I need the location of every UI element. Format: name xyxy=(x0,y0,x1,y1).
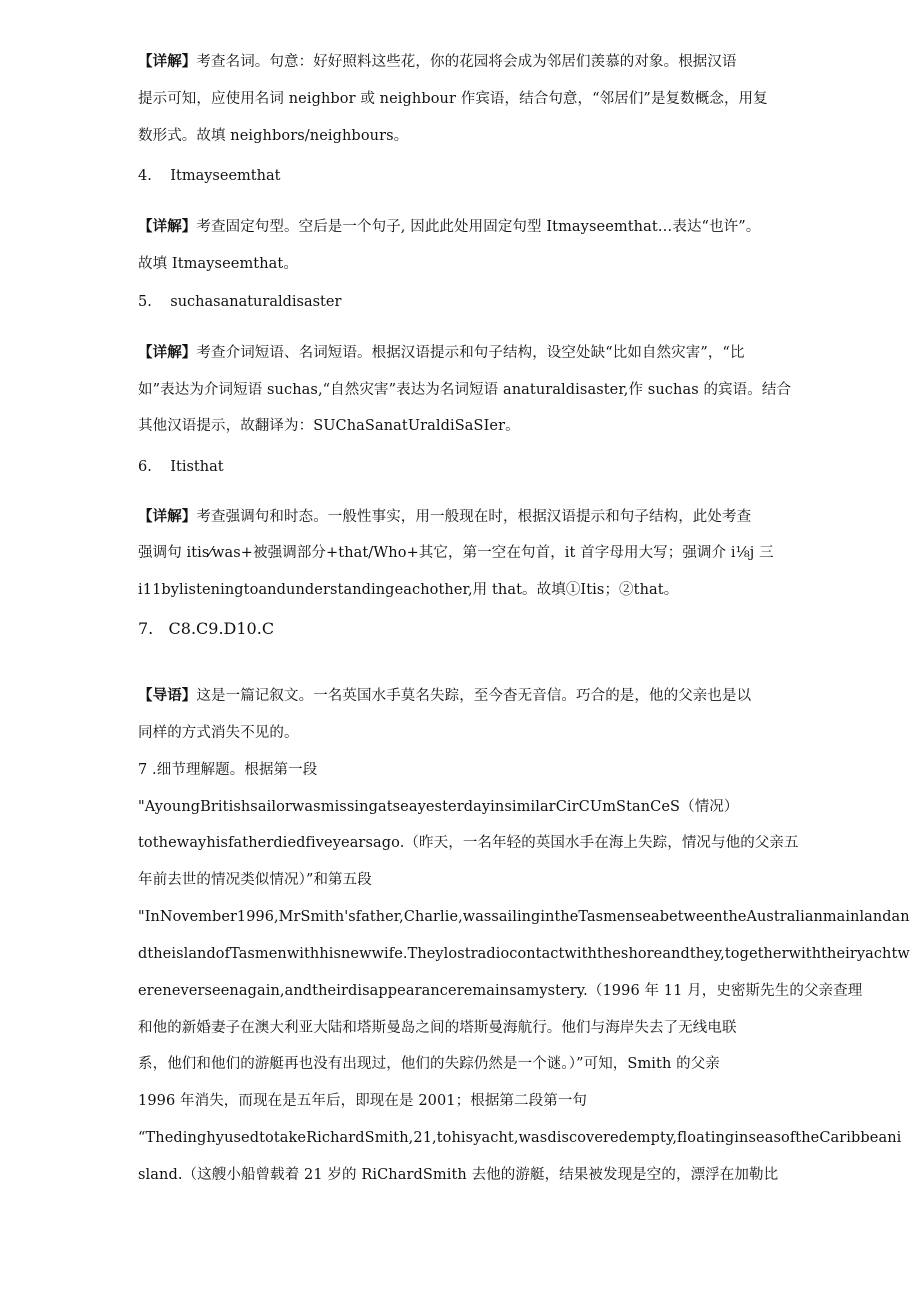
q4-answer: 4. Itmayseemthat xyxy=(138,168,281,184)
q6-answer: 6. Itisthat xyxy=(138,459,224,475)
q7-detail-line-10: 1996 年消失，而现在是五年后，即现在是 2001；根据第二段第一句 xyxy=(138,1093,588,1109)
q7-detail-line-6: dtheislandofTasmenwithhisnewwife.Theylostradiocontactwiththeshoreandthey,togetherwiththeiryachtw xyxy=(138,946,910,962)
q6-explain-line-2: 强调句 itis⁄was+被强调部分+that/Who+其它，第一空在句首，it 首字母用大写；强调介 i⅛j 三 xyxy=(138,545,774,561)
q7-detail-line-12: sland.（这艘小船曾载着 21 岁的 RiChardSmith 去他的游艇，结果被发现是空的，漂浮在加勒比 xyxy=(138,1167,779,1183)
guide-line-2: 同样的方式消失不见的。 xyxy=(138,725,299,741)
explain-tag: 【详解】 xyxy=(138,218,197,235)
q7-detail-line-7: ereneverseenagain,andtheirdisappearanceremainsamystery.（1996 年 11 月，史密斯先生的父亲查理 xyxy=(138,983,863,999)
q3-explain-line-1: 【详解】考查名词。句意：好好照料这些花，你的花园将会成为邻居们羡慕的对象。根据汉语 xyxy=(138,53,737,70)
q7-detail-line-11: “ThedinghyusedtotakeRichardSmith,21,tohisyacht,wasdiscoveredempty,floatinginseasoftheCaribbeani xyxy=(138,1130,902,1146)
explain-tag: 【详解】 xyxy=(138,344,197,361)
q7-detail-line-1: 7 .细节理解题。根据第一段 xyxy=(138,762,318,778)
q7-detail-line-9: 系，他们和他们的游艇再也没有出现过，他们的失踪仍然是一个谜。）”可知，Smith 的父亲 xyxy=(138,1056,720,1072)
q7-detail-line-5: "InNovember1996,MrSmith'sfather,Charlie,wassailingintheTasmenseabetweentheAustralianmainlandan xyxy=(138,909,910,925)
q7-detail-line-4: 年前去世的情况类似情况）”和第五段 xyxy=(138,872,372,888)
q3-explain-line-2: 提示可知，应使用名词 neighbor 或 neighbour 作宾语，结合句意，“邻居们”是复数概念，用复 xyxy=(138,91,768,107)
q5-explain-line-1: 【详解】考查介词短语、名词短语。根据汉语提示和句子结构，设空处缺“比如自然灾害”，“比 xyxy=(138,344,745,361)
explain-tag: 【详解】 xyxy=(138,508,197,525)
q7-detail-line-3: tothewayhisfatherdiedfiveyearsago.（昨天，一名年轻的英国水手在海上失踪，情况与他的父亲五 xyxy=(138,835,799,851)
q7-detail-line-8: 和他的新婚妻子在澳大利亚大陆和塔斯曼岛之间的塔斯曼海航行。他们与海岸失去了无线电联 xyxy=(138,1020,737,1036)
q4-explain-line-1: 【详解】考查固定句型。空后是一个句子, 因此此处用固定句型 Itmayseemthat…表达“也许”。 xyxy=(138,218,761,235)
explain-tag: 【详解】 xyxy=(138,53,197,70)
q6-explain-line-1: 【详解】考查强调句和时态。一般性事实，用一般现在时，根据汉语提示和句子结构，此处考查 xyxy=(138,508,752,525)
guide-line-1: 【导语】这是一篇记叙文。一名英国水手莫名失踪，至今杳无音信。巧合的是，他的父亲也是以 xyxy=(138,687,752,704)
q5-explain-line-2: 如”表达为介词短语 suchas,“自然灾害”表达为名词短语 anaturaldisaster,作 suchas 的宾语。结合 xyxy=(138,382,792,398)
q7-answer: 7. C8.C9.D10.C xyxy=(138,619,275,638)
q4-explain-line-2: 故填 Itmayseemthat。 xyxy=(138,256,298,272)
q5-explain-line-3: 其他汉语提示，故翻译为：SUChaSanatUraldiSaSIer。 xyxy=(138,418,520,434)
q5-answer: 5. suchasanaturaldisaster xyxy=(138,294,342,310)
q3-explain-line-3: 数形式。故填 neighbors/neighbours。 xyxy=(138,128,409,144)
q7-detail-line-2: "AyoungBritishsailorwasmissingatseayesterdayinsimilarCirCUmStanCeS（情况） xyxy=(138,799,739,815)
q6-explain-line-3: i11bylisteningtoandunderstandingeachother,用 that。故填①Itis；②that。 xyxy=(138,582,679,598)
guide-tag: 【导语】 xyxy=(138,687,197,704)
